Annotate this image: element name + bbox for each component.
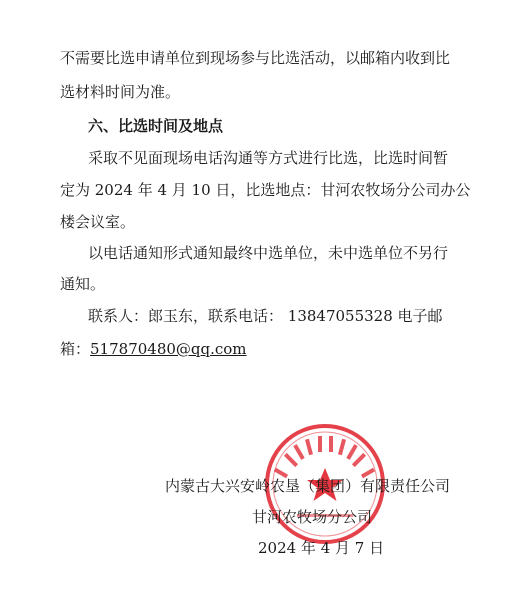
paragraph-line: 采取不见面现场电话沟通等方式进行比选，比选时间暂 [88,149,449,167]
paragraph-line: 以电话通知形式通知最终中选单位，未中选单位不另行 [88,244,449,262]
paragraph-line: 选材料时间为准。 [60,83,181,101]
paragraph-line: 不需要比选申请单位到现场参与比选活动，以邮箱内收到比 [60,49,451,67]
signature-branch: 甘河农牧场分公司 [252,508,373,526]
contact-line: 联系人：郎玉东，联系电话： 13847055328 电子邮 [88,307,443,325]
paragraph-line: 楼会议室。 [60,213,136,231]
section-heading: 六、比选时间及地点 [88,117,224,135]
email-link[interactable]: 517870480@qq.com [90,340,247,358]
signature-company: 内蒙古大兴安岭农垦（集团）有限责任公司 [165,477,451,495]
contact-line [60,339,247,359]
signature-date: 2024 年 4 月 7 日 [258,539,385,557]
paragraph-line: 通知。 [60,275,106,293]
paragraph-line: 定为 2024 年 4 月 10 日，比选地点：甘河农牧场分公司办公 [60,181,471,199]
email-label: 箱： [60,340,91,358]
